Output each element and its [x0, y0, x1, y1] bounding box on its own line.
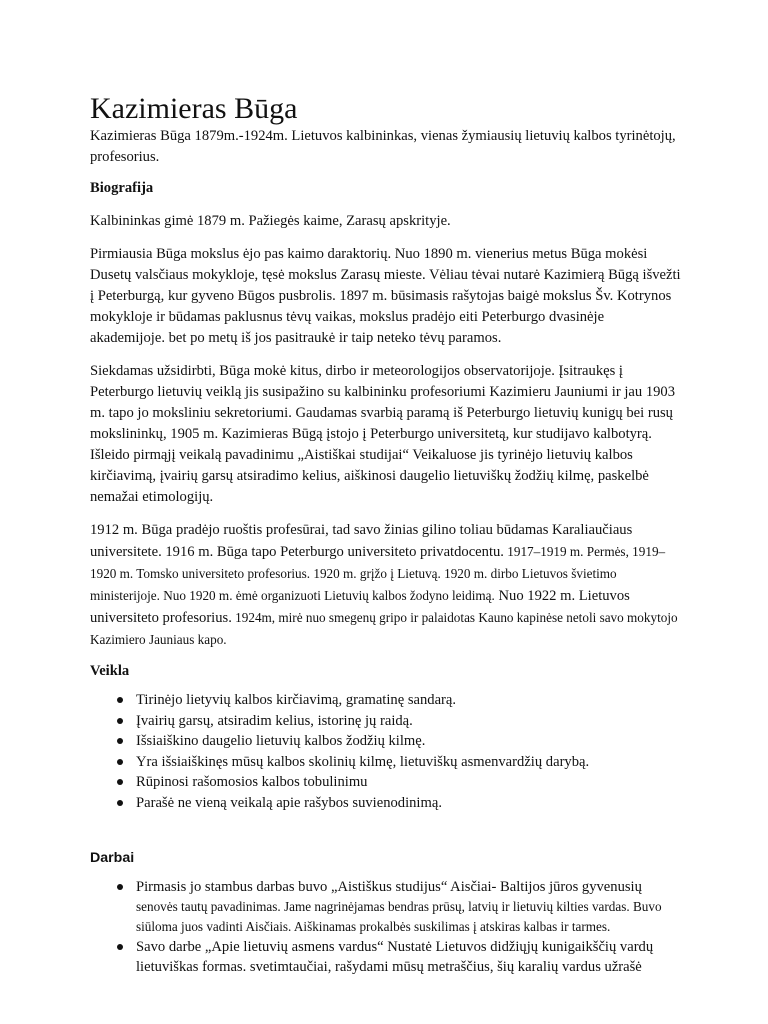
darbai-item-1-part-2: senovės tautų pavadinimas. Jame nagrinėjamas bendras prūsų, latvių ir lietuvių kilties vardas. Buvo siūloma juos vadinti Aisčiais. Aiškinamas prokalbės suskilimas į atskiras kalbas ir tarmes. — [136, 898, 662, 934]
veikla-list — [90, 690, 682, 814]
list-item: Savo darbe „Apie lietuvių asmens vardus“ Nustatė Lietuvos didžiųjų kunigaikščių vardų lietuviškas formas. svetimtaučiai, rašydami mūsų metraščius, šių karalių vardus užrašė — [90, 937, 682, 977]
list-item: Įvairių garsų, atsiradim kelius, istorinę jų raidą. — [90, 711, 682, 732]
list-item: Yra išsiaiškinęs mūsų kalbos skolinių kilmę, lietuviškų asmenvardžių darybą. — [90, 752, 682, 773]
section-heading-darbai: Darbai — [90, 849, 135, 866]
bio-paragraph-4 — [90, 520, 682, 651]
bio-paragraph-4-part-2: 1917–1919 m. Permės, 1919–1920 m. Tomsko universiteto profesorius. 1920 m. grįžo į Lietuvą. 1920 m. dirbo Lietuvos švietimo ministerijoje. Nuo 1920 m. ėmė organizuoti Lietuvių kalbos žodyno leidimą. — [90, 544, 666, 603]
bio-paragraph-3: Siekdamas užsidirbti, Būga mokė kitus, dirbo ir meteorologijos observatorijoje. Įsitraukęs į Peterburgo lietuvių veiklą jis susipažino su kalbininku profesoriumi Kazimieru Jauniumi ir jau 1903 m. tapo jo moksliniu sekretoriumi. Gaudamas svarbią paramą iš Peterburgo lietuvių kunigų bei rusų mokslininkų, 1905 m. Kazimieras Būgą įstojo į Peterburgo universitetą, kur studijavo kalbotyrą. Išleido pirmąjį veikalą pavadinimu „Aistiškai studijai“ Veikaluose jis tyrinėjo lietuvių kalbos kirčiavimą, įvairių garsų atsiradimo kelius, aiškinosi daugelio lietuviškų žodžių kilmę, paskelbė nemažai etimologijų. — [90, 363, 676, 505]
list-item: Rūpinosi rašomosios kalbos tobulinimu — [90, 772, 682, 793]
section-heading-veikla: Veikla — [90, 663, 130, 679]
bio-paragraph-4-part-1: 1912 m. Būga pradėjo ruoštis profesūrai, tad savo žinias gilino toliau būdamas Karaliaučiaus universitete. 1916 m. Būga tapo Peterburgo universiteto privatdocentu. — [90, 522, 633, 560]
darbai-list — [90, 877, 682, 977]
bio-paragraph-2: Pirmiausia Būga mokslus ėjo pas kaimo daraktorių. Nuo 1890 m. vienerius metus Būga mokėsi Dusetų valsčiaus mokykloje, tęsė mokslus Zarasų mieste. Vėliau tėvai nutarė Kazimierą Būgą išvežti į Peterburgą, kur gyveno Būgos pusbrolis. 1897 m. būsimasis rašytojas baigė mokslus Šv. Kotrynos mokykloje ir būdamas paklusnus tėvų vaikas, mokslus pradėjo eiti Peterburgo dvasinėje akademijoje. bet po metų iš jos pasitraukė ir taip neteko tėvų paramos. — [90, 246, 681, 346]
list-item: Išsiaiškino daugelio lietuvių kalbos žodžių kilmę. — [90, 731, 682, 752]
intro-paragraph: Kazimieras Būga 1879m.-1924m. Lietuvos kalbininkas, vienas žymiausių lietuvių kalbos tyrinėtojų, profesorius. — [90, 128, 676, 165]
page-title: Kazimieras Būga — [90, 92, 298, 125]
bio-paragraph-1: Kalbininkas gimė 1879 m. Pažiegės kaime, Zarasų apskrityje. — [90, 213, 451, 229]
document-page — [90, 92, 682, 977]
section-heading-biografija: Biografija — [90, 180, 154, 196]
list-item: Parašė ne vieną veikalą apie rašybos suvienodinimą. — [90, 793, 682, 814]
list-item: Tirinėjo lietyvių kalbos kirčiavimą, gramatinę sandarą. — [90, 690, 682, 711]
list-item — [90, 877, 682, 937]
darbai-item-1-part-1: Pirmasis jo stambus darbas buvo „Aistiškus studijus“ Aisčiai- Baltijos jūros gyvenusių — [136, 878, 642, 895]
bio-paragraph-4-part-4: 1924m, mirė nuo smegenų gripo ir palaidotas Kauno kapinėse netoli savo mokytojo Kazimiero Jauniaus kapo. — [90, 610, 678, 647]
bio-paragraph-4-part-3: Nuo 1922 m. Lietuvos universiteto profesorius. — [90, 588, 630, 626]
